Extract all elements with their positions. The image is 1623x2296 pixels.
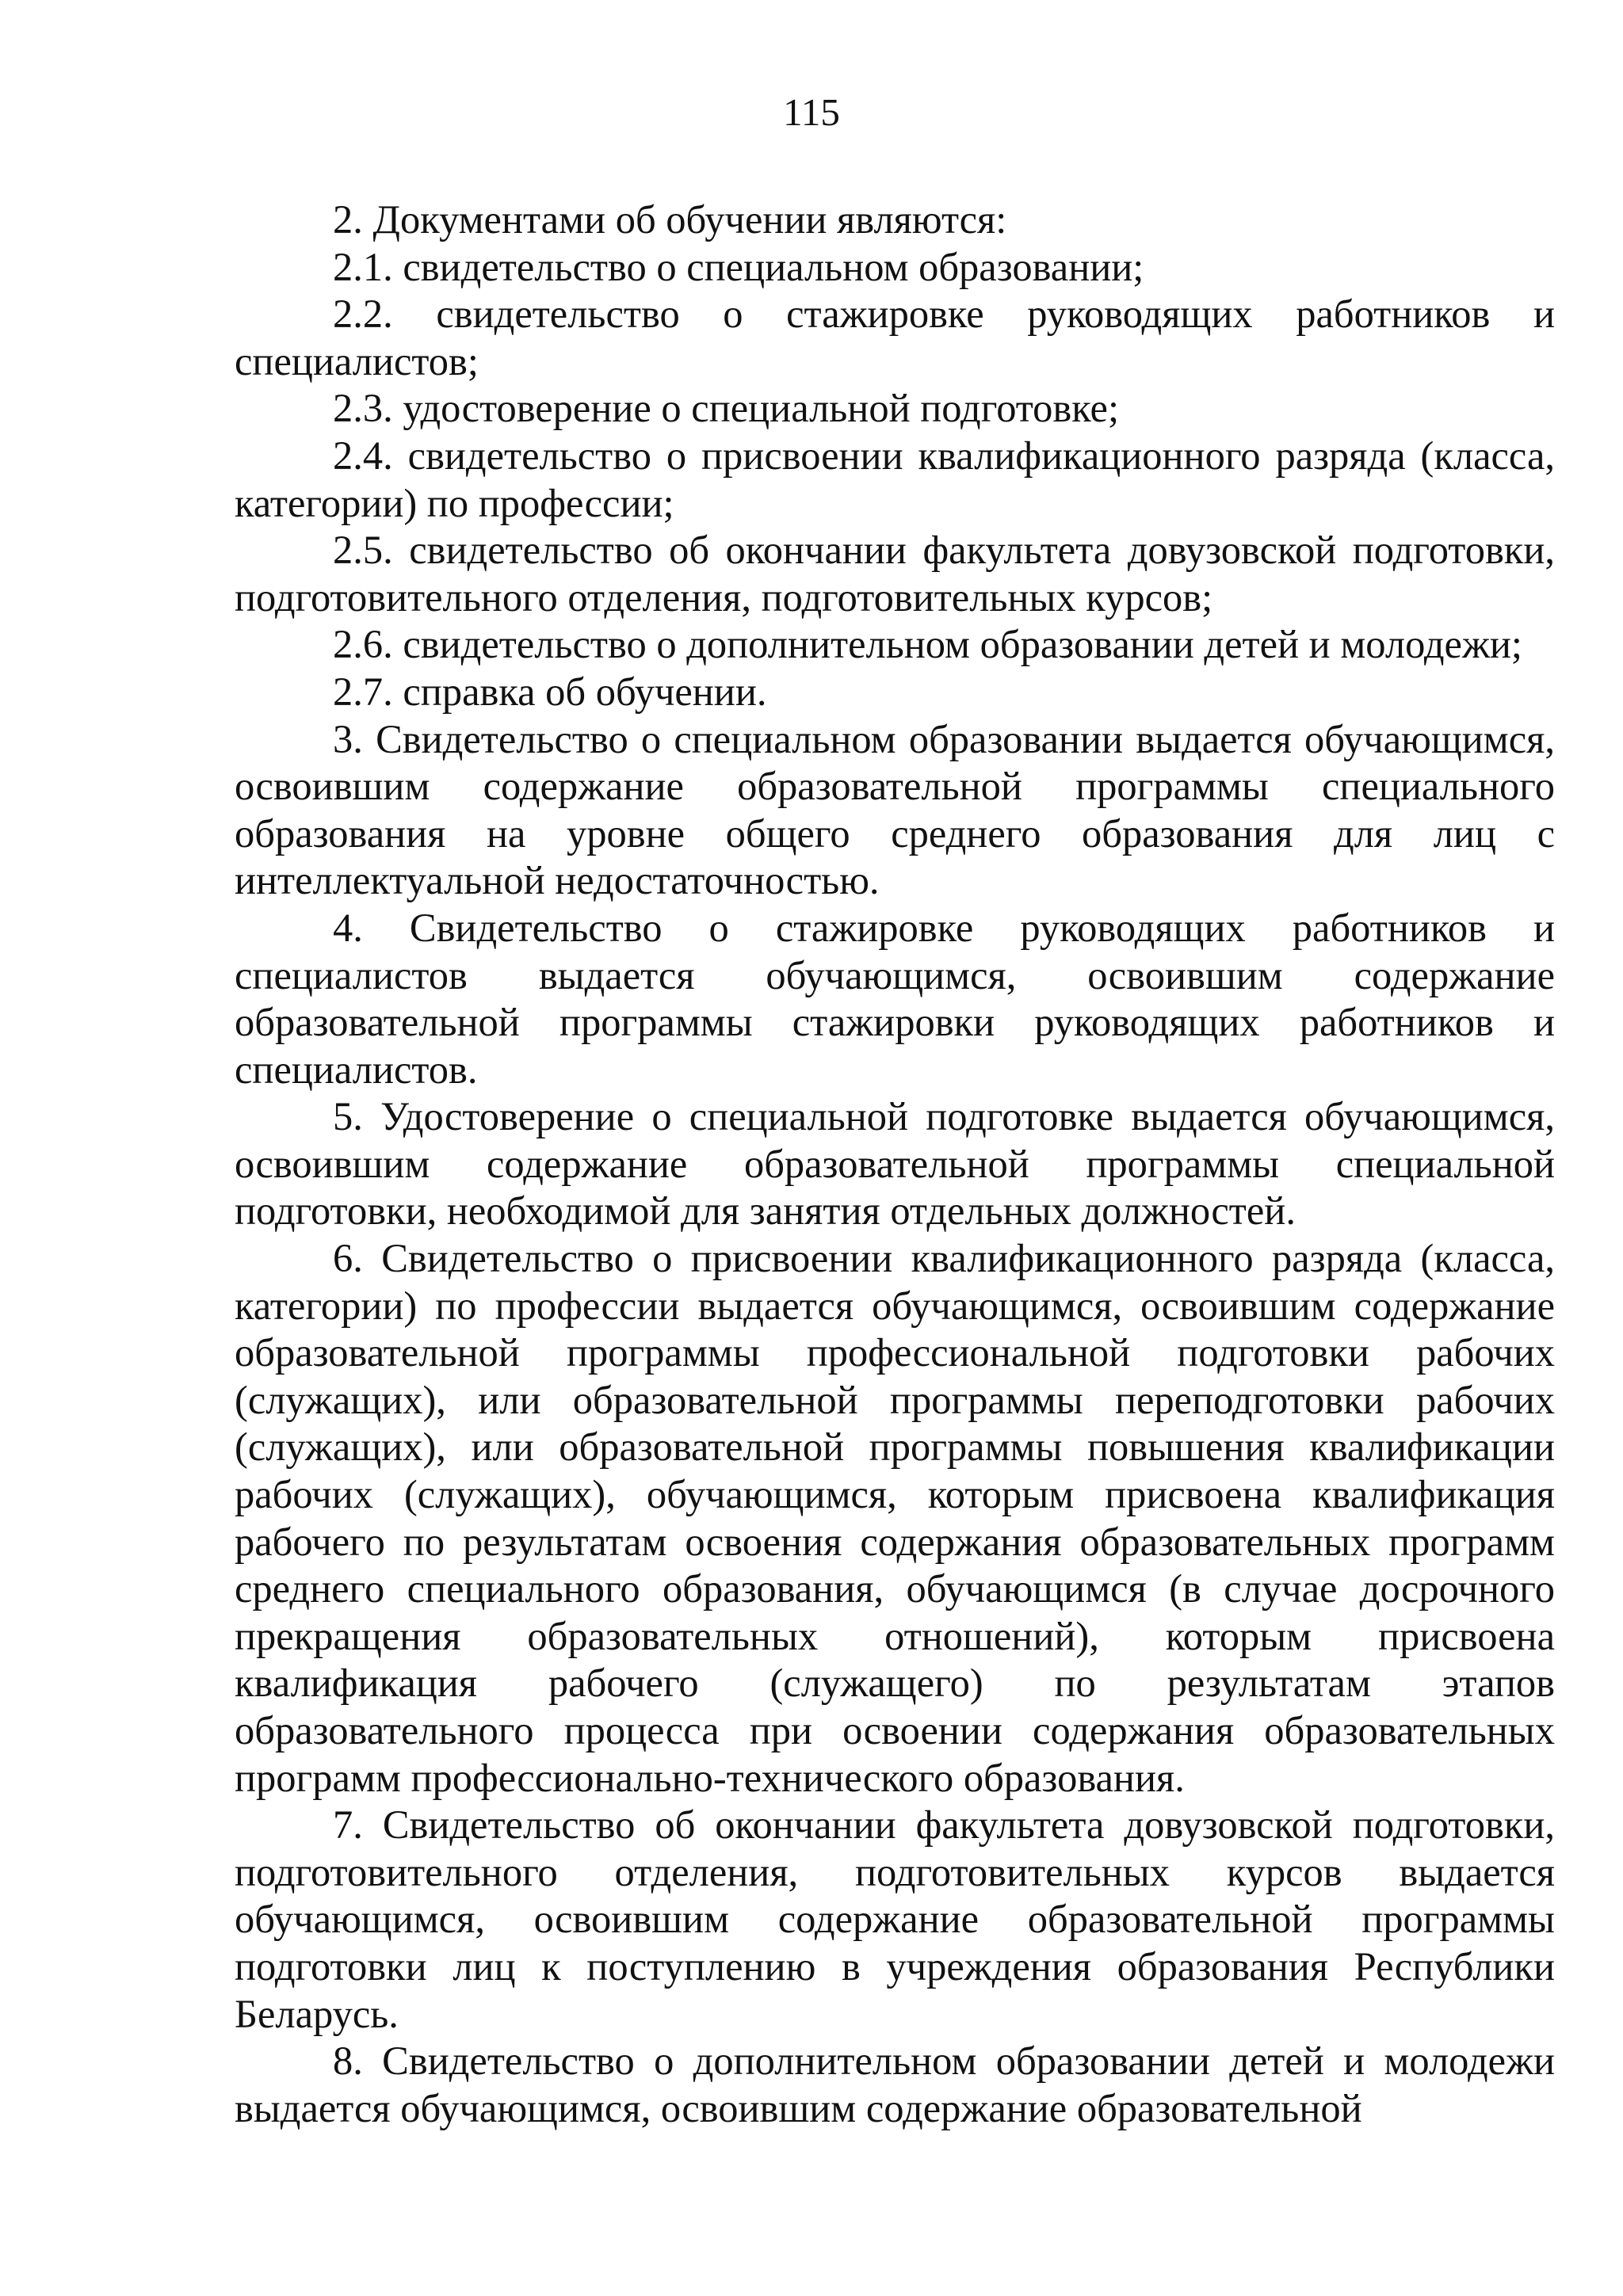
paragraph-2-1: 2.1. свидетельство о специальном образовании; bbox=[333, 244, 1144, 289]
paragraph-2: 2. Документами об обучении являются: bbox=[333, 197, 1007, 242]
paragraph-2-6: 2.6. свидетельство о дополнительном образовании детей и молодежи; bbox=[333, 622, 1522, 667]
paragraph-2-5: 2.5. свидетельство об окончании факультета довузовской подготовки, подготовительного отделения, подготовительных курсов; bbox=[235, 528, 1555, 620]
paragraph-8: 8. Свидетельство о дополнительном образовании детей и молодежи выдается обучающимся, освоившим содержание образовательной bbox=[235, 2039, 1555, 2130]
paragraph-2-2: 2.2. свидетельство о стажировке руководящих работников и специалистов; bbox=[235, 292, 1555, 383]
paragraph-3: 3. Свидетельство о специальном образовании выдается обучающимся, освоившим содержание образовательной программы специального образования на уровне общего среднего образования для лиц с интеллектуальной недостаточностью. bbox=[235, 716, 1555, 903]
paragraph-2-4: 2.4. свидетельство о присвоении квалификационного разряда (класса, категории) по профессии; bbox=[235, 433, 1555, 525]
paragraph-5: 5. Удостоверение о специальной подготовке выдается обучающимся, освоившим содержание образовательной программы специальной подготовки, необходимой для занятия отдельных должностей. bbox=[235, 1094, 1555, 1234]
paragraph-2-7: 2.7. справка об обучении. bbox=[333, 669, 767, 714]
paragraph-6: 6. Свидетельство о присвоении квалификационного разряда (класса, категории) по профессии выдается обучающимся, освоившим содержание образовательной программы профессиональной подготовки рабочих (служащих), или образовательной программы переподготовки рабочих (служащих), или образовательной программы повышения квалификации рабочих (служащих), обучающимся, которым присвоена квалификация рабочего по результатам освоения содержания образовательных программ среднего специального образования, обучающимся (в случае досрочного прекращения образовательных отношений), которым присвоена квалификация рабочего (служащего) по результатам этапов образовательного процесса при освоении содержания образовательных программ профессионально-технического образования. bbox=[235, 1236, 1555, 1800]
page-number: 115 bbox=[783, 90, 840, 134]
document-body bbox=[235, 196, 1555, 2132]
paragraph-2-3: 2.3. удостоверение о специальной подготовке; bbox=[333, 386, 1119, 431]
paragraph-4: 4. Свидетельство о стажировке руководящих работников и специалистов выдается обучающимся, освоившим содержание образовательной программы стажировки руководящих работников и специалистов. bbox=[235, 905, 1555, 1092]
paragraph-7: 7. Свидетельство об окончании факультета довузовской подготовки, подготовительного отделения, подготовительных курсов выдается обучающимся, освоившим содержание образовательной программы подготовки лиц к поступлению в учреждения образования Республики Беларусь. bbox=[235, 1802, 1555, 2036]
